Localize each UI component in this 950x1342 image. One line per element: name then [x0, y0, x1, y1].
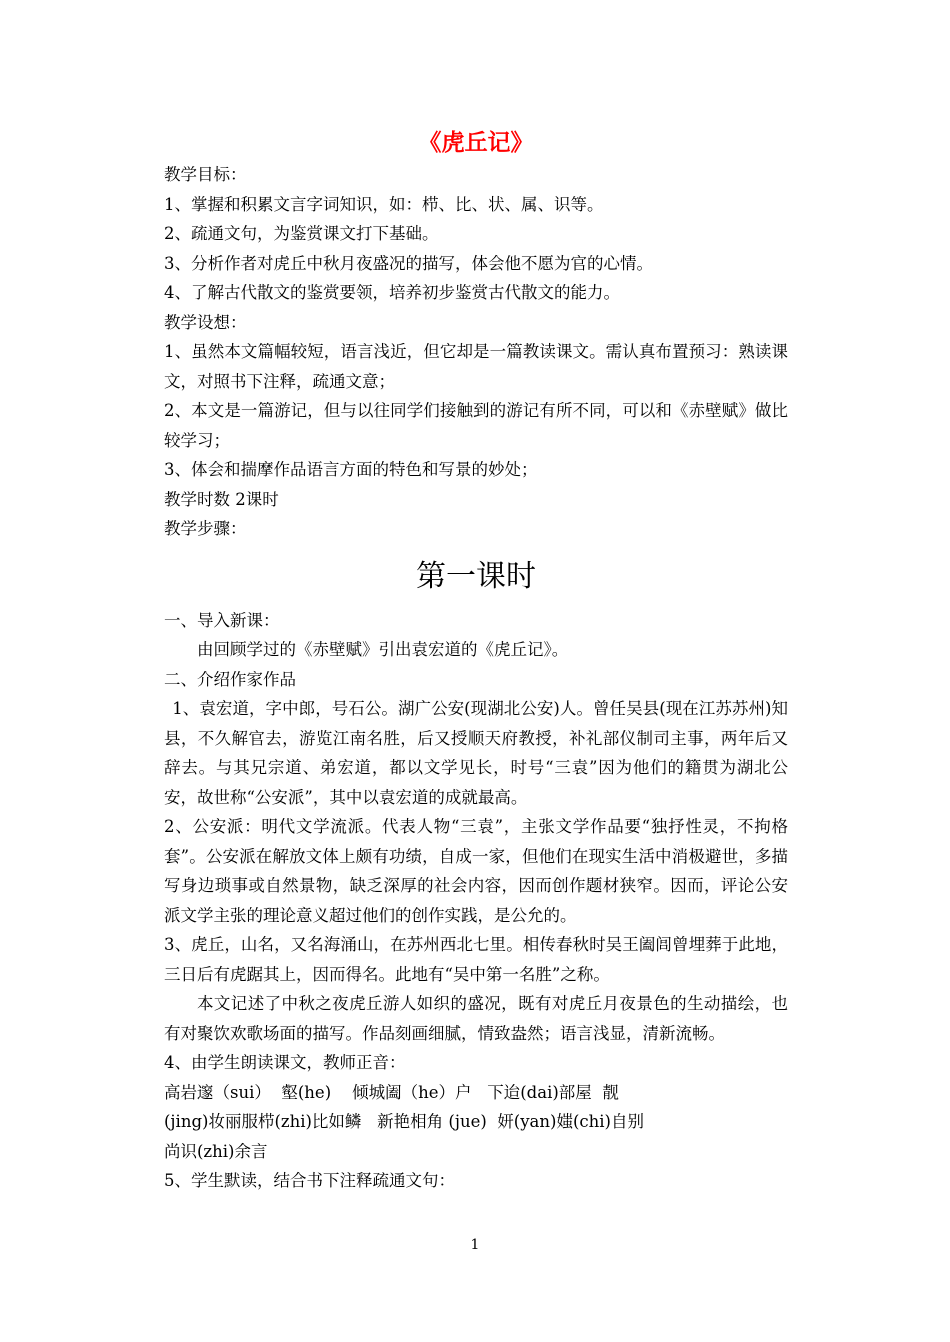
section-heading-intro: 一、导入新课： [164, 610, 280, 630]
place-item: 3、虎丘，山名，又名海涌山，在苏州西北七里。相传春秋时吴王阖闾曾埋葬于此地，三日后有虎踞其上，因而得名。此地有“吴中第一名胜”之称。 [164, 935, 788, 984]
summary-paragraph: 本文记述了中秋之夜虎丘游人如织的盛况，既有对虎丘月夜景色的生动描绘，也有对聚饮欢歌场面的描写。作品刻画细腻，情致盎然；语言浅显，清新流畅。 [164, 994, 788, 1043]
objective-item: 2、疏通文句，为鉴赏课文打下基础。 [164, 224, 439, 243]
pronunciation-line: (jing)妆丽服栉(zhi)比如鳞 新艳相角 (jue) 妍(yan)媸(chi)自别 [164, 1112, 644, 1131]
author-item: 1、袁宏道，字中郎，号石公。湖广公安(现湖北公安)人。曾任吴县(现在江苏苏州)知县，不久解官去，游览江南名胜，后又授顺天府教授，补礼部仪制司主事，两年后又辞去。与其兄宗道、弟宏道，都以文学见长，时号“三袁”因为他们的籍贯为湖北公安，故世称“公安派”，其中以袁宏道的成就最高。 [164, 699, 788, 807]
document-title: 《虎丘记》 [418, 130, 534, 156]
silent-reading-heading: 5、学生默读，结合书下注释疏通文句： [164, 1171, 455, 1190]
steps-heading: 教学步骤： [164, 519, 247, 538]
objective-item: 3、分析作者对虎丘中秋月夜盛况的描写，体会他不愿为官的心情。 [164, 253, 653, 273]
section-heading-author: 二、介绍作家作品 [164, 669, 296, 689]
lesson-heading: 第一课时 [416, 558, 536, 594]
pronunciation-line: 高岩邃（sui） 壑(he) 倾城阖（he）户 下迨(dai)部屋 靓 [164, 1082, 619, 1102]
school-item: 2、公安派：明代文学流派。代表人物“三袁”，主张文学作品要“独抒性灵，不拘格套”。公安派在解放文体上颇有功绩，自成一家，但他们在现实生活中消极避世，多描写身边琐事或自然景物，缺乏深厚的社会内容，因而创作题材狭窄。因而，评论公安派文学主张的理论意义超过他们的创作实践，是公允的。 [164, 817, 788, 925]
pronunciation-line: 尚识(zhi)余言 [164, 1141, 268, 1161]
objectives-heading: 教学目标： [164, 165, 247, 184]
design-heading: 教学设想： [164, 312, 247, 332]
design-item: 2、本文是一篇游记，但与以往同学们接触到的游记有所不同，可以和《赤壁赋》做比较学习； [164, 401, 788, 450]
design-item: 3、体会和揣摩作品语言方面的特色和写景的妙处； [164, 460, 538, 479]
page-number: 1 [470, 1237, 480, 1253]
document-body [164, 126, 788, 1196]
teaching-hours: 教学时数 2课时 [164, 489, 279, 509]
reading-heading: 4、由学生朗读课文，教师正音： [164, 1053, 406, 1072]
objective-item: 1、掌握和积累文言字词知识，如：栉、比、状、属、识等。 [164, 194, 604, 214]
objective-item: 4、了解古代散文的鉴赏要领，培养初步鉴赏古代散文的能力。 [164, 283, 620, 302]
design-item: 1、虽然本文篇幅较短，语言浅近，但它却是一篇教读课文。需认真布置预习：熟读课文，对照书下注释，疏通文意； [164, 342, 788, 391]
section-intro-text: 由回顾学过的《赤壁赋》引出袁宏道的《虎丘记》。 [197, 640, 569, 659]
